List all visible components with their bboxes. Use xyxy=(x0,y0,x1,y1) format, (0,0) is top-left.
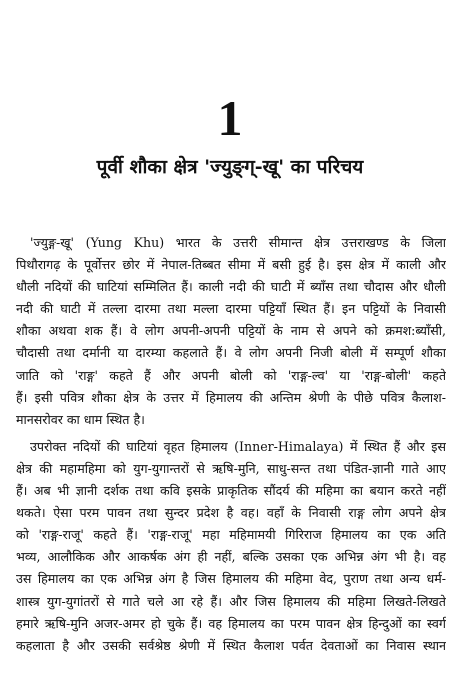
text-line: कहलाता है और उसकी सर्वश्रेष्ठ श्रेणी में स्थित कैलाश पर्वत देवताओं का निवास स्थान xyxy=(16,637,446,653)
text-line: उस हिमालय का एक अभिन्न अंग है जिस हिमालय की महिमा वेद, पुराण तथा अन्य धर्म- xyxy=(16,571,446,587)
chapter-body xyxy=(16,232,446,657)
paragraph-2 xyxy=(16,436,446,657)
text-line: उपरोक्त नदियों की घाटियां वृहत हिमालय (Inner-Himalaya) में स्थित हैं और इस xyxy=(30,438,446,454)
text-line: को 'राङ्ग-राजू' कहते हैं। 'राङ्ग-राजू' महा महिमामयी गिरिराज हिमालय का एक अति xyxy=(16,527,446,543)
text-line: हैं। इसी पवित्र शौका क्षेत्र के उत्तर में हिमालय की अन्तिम श्रेणी के पीछे पवित्र कैलाश- xyxy=(16,389,446,405)
text-line: जाति को 'राङ्ग' कहते हैं और अपनी बोली को 'राङ्ग-ल्व' या 'राङ्ग-बोली' कहते xyxy=(16,367,446,383)
text-line: शास्त्र युग-युगांतरों से गाते चले आ रहे हैं। और जिस हिमालय की महिमा लिखते-लिखते xyxy=(16,593,446,609)
text-line: मानसरोवर का धाम स्थित है। xyxy=(16,411,145,427)
text-line: हैं। अब भी ज्ञानी दर्शक तथा कवि इसके प्राकृतिक सौंदर्य की महिमा का बयान करते नहीं xyxy=(16,483,446,499)
text-line: 'ज्युङ्ग-खू' (Yung Khu) भारत के उत्तरी सीमान्त क्षेत्र उत्तराखण्ड के जिला xyxy=(30,235,446,250)
text-line: पिथौरागढ़ के पूर्वोत्तर छोर में नेपाल-तिब्बत सीमा में बसी हुई है। इस क्षेत्र में काली और xyxy=(16,257,446,273)
text-line: भव्य, आलौकिक और आकर्षक अंग ही नहीं, बल्कि उसका एक अभिन्न अंग भी है। वह xyxy=(16,549,446,565)
text-line: धौली नदियों की घाटियां सम्मिलित हैं। काली नदी की घाटी में ब्याँस तथा चौदास और धौली xyxy=(16,279,446,295)
text-line: हमारे ऋषि-मुनि अजर-अमर हो चुके हैं। वह हिमालय का परम पावन क्षेत्र हिन्दुओं का स्वर्ग xyxy=(16,615,446,631)
chapter-number: 1 xyxy=(217,90,243,146)
text-line: थकते। ऐसा परम पावन तथा सुन्दर प्रदेश है वह। वहाँ के निवासी राङ्ग लोग अपने क्षेत्र xyxy=(16,505,446,521)
text-line: शौका अथवा शक हैं। वे लोग अपनी-अपनी पट्टियों के नाम से अपने को क्रमश:ब्याँसी, xyxy=(16,323,446,339)
chapter-title: पूर्वी शौका क्षेत्र 'ज्युङ्ग्-खू' का परिचय xyxy=(96,156,364,178)
paragraph-1 xyxy=(16,232,446,431)
text-line: क्षेत्र की महामहिमा को युग-युगान्तरों से ऋषि-मुनि, साधु-सन्त तथा पंडित-ज्ञानी गाते आए xyxy=(16,460,446,476)
text-line: चौदासी तथा दर्मानी या दारम्या कहलाते हैं। वे लोग अपनी निजी बोली में सम्पूर्ण शौका xyxy=(16,345,446,361)
text-line: नदी की घाटी में तल्ला दारमा तथा मल्ला दारमा पट्टियाँ स्थित हैं। इन पट्टियों के निवासी xyxy=(16,301,446,317)
